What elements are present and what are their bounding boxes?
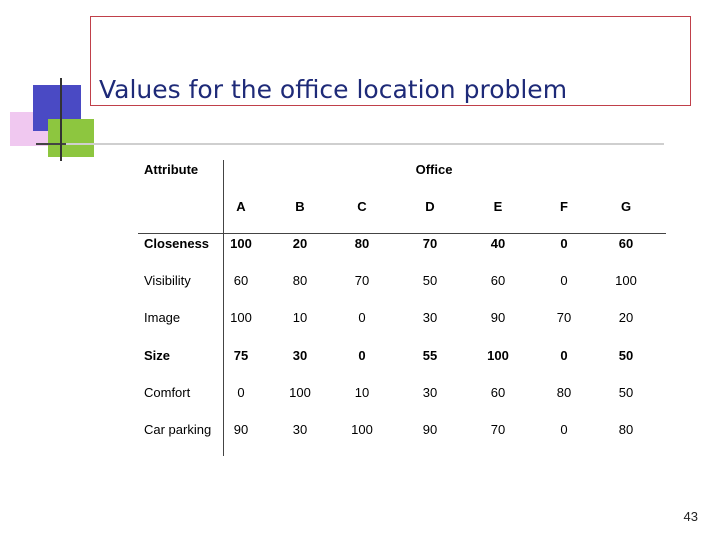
table-cell: 50	[618, 385, 634, 400]
decor-horizontal-rule	[36, 143, 664, 145]
table-cell: 70	[422, 236, 438, 251]
table-cell: 0	[560, 273, 568, 288]
table-cell: 60	[490, 273, 506, 288]
table-cell: 0	[560, 236, 568, 251]
table-cell: 90	[422, 422, 438, 437]
table-header-divider	[138, 233, 666, 234]
table-cell: 0	[358, 348, 366, 363]
table-cell: 80	[292, 273, 308, 288]
table-vertical-divider	[223, 160, 224, 456]
title-box	[90, 16, 691, 106]
office-header: Office	[415, 162, 453, 177]
table-cell: 55	[422, 348, 438, 363]
table-cell: 60	[233, 273, 249, 288]
table-cell: 10	[354, 385, 370, 400]
table-cell: 20	[618, 310, 634, 325]
table-cell: 90	[490, 310, 506, 325]
table-cell: 90	[233, 422, 249, 437]
attribute-header: Attribute	[144, 162, 199, 177]
row-label: Size	[144, 348, 171, 363]
table-cell: 100	[230, 236, 252, 251]
table-cell: 70	[490, 422, 506, 437]
column-header: A	[236, 199, 246, 214]
table-cell: 0	[560, 422, 568, 437]
column-header: F	[560, 199, 568, 214]
table-cell: 30	[292, 422, 308, 437]
table-cell: 100	[230, 310, 252, 325]
column-header: C	[357, 199, 367, 214]
decor-vertical-rule	[60, 78, 62, 161]
column-header: B	[295, 199, 305, 214]
table-cell: 30	[422, 310, 438, 325]
table-cell: 30	[292, 348, 308, 363]
table-cell: 100	[615, 273, 637, 288]
table-cell: 60	[618, 236, 634, 251]
table-cell: 20	[292, 236, 308, 251]
table-cell: 100	[351, 422, 373, 437]
row-label: Closeness	[144, 236, 210, 251]
table-cell: 60	[490, 385, 506, 400]
table-cell: 30	[422, 385, 438, 400]
values-table	[138, 152, 668, 458]
table-cell: 80	[556, 385, 572, 400]
table-cell: 100	[487, 348, 509, 363]
table-cell: 0	[358, 310, 366, 325]
table-cell: 10	[292, 310, 308, 325]
table-cell: 100	[289, 385, 311, 400]
row-label: Car parking	[144, 422, 212, 437]
decor-square-green	[48, 119, 94, 157]
slide-title: Values for the office location problem	[99, 75, 568, 104]
row-label: Comfort	[144, 385, 191, 400]
column-header: D	[425, 199, 435, 214]
table-cell: 80	[354, 236, 370, 251]
table-cell: 70	[556, 310, 572, 325]
row-label: Image	[144, 310, 181, 325]
column-header: E	[493, 199, 503, 214]
table-cell: 40	[490, 236, 506, 251]
table-cell: 0	[560, 348, 568, 363]
table-cell: 50	[422, 273, 438, 288]
page-number: 43	[683, 509, 698, 524]
column-header: G	[620, 199, 632, 214]
table-cell: 0	[237, 385, 245, 400]
table-cell: 80	[618, 422, 634, 437]
row-label: Visibility	[144, 273, 191, 288]
table-cell: 70	[354, 273, 370, 288]
table-cell: 50	[618, 348, 634, 363]
table-cell: 75	[233, 348, 249, 363]
